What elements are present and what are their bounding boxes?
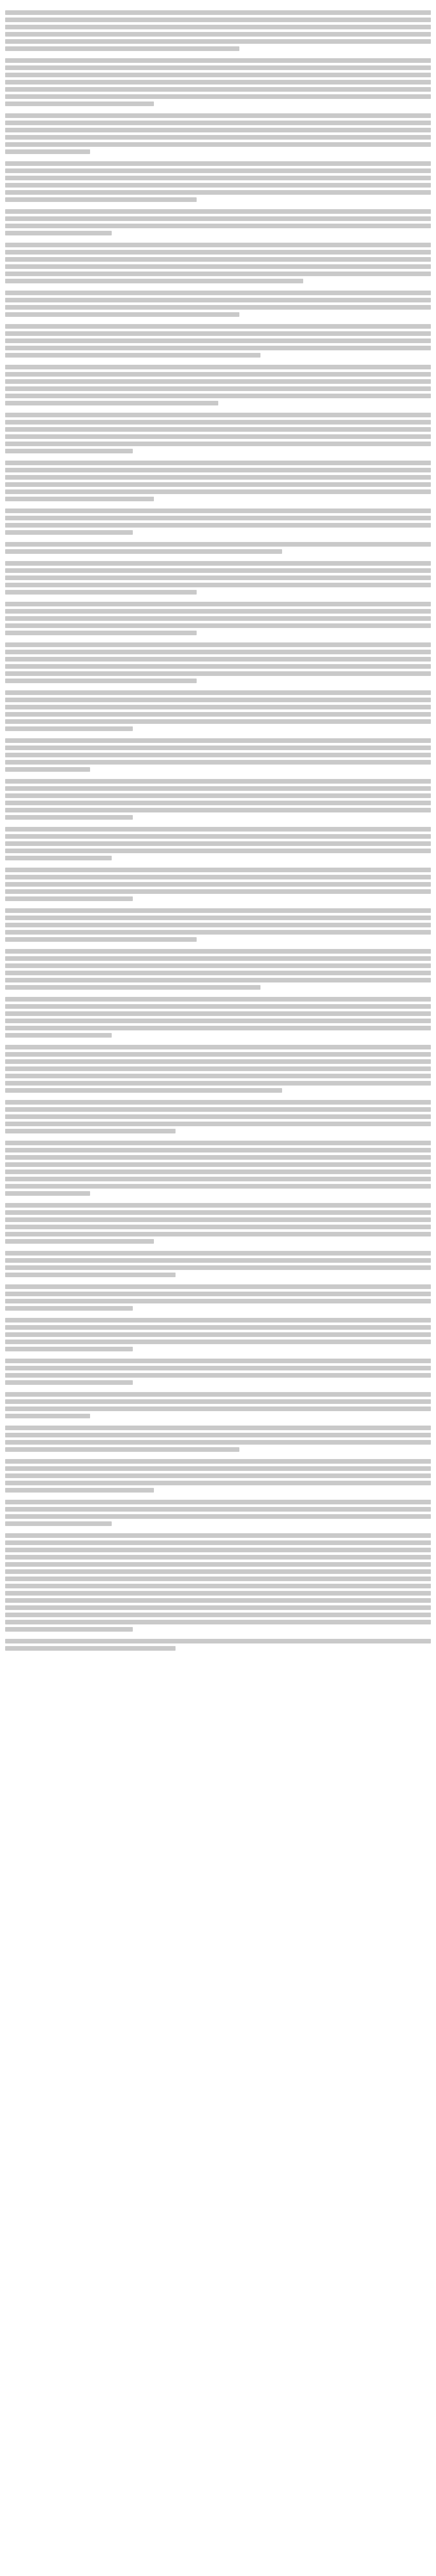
paragraph-line [5, 128, 431, 132]
paragraph-line [5, 1591, 431, 1596]
paragraph-line [5, 923, 431, 927]
paragraph-line [5, 1414, 90, 1418]
paragraph-line [5, 1306, 133, 1311]
paragraph-line [5, 889, 431, 894]
paragraph-line [5, 135, 431, 140]
paragraph-line [5, 298, 431, 302]
paragraph-line [5, 427, 431, 432]
paragraph-line [5, 834, 431, 839]
paragraph-line [5, 1155, 431, 1160]
paragraph-line [5, 442, 431, 446]
paragraph-line [5, 18, 431, 22]
paragraph-line [5, 346, 431, 350]
paragraph-line [5, 1191, 90, 1196]
article-paragraph [5, 161, 431, 202]
paragraph-line [5, 1114, 431, 1119]
paragraph-line [5, 1473, 431, 1478]
paragraph-line [5, 1514, 431, 1519]
paragraph-line [5, 1284, 431, 1289]
paragraph-line [5, 712, 431, 717]
paragraph-line [5, 779, 431, 784]
paragraph-line [5, 353, 260, 358]
paragraph-line [5, 1488, 154, 1493]
paragraph-line [5, 1265, 431, 1270]
paragraph-line [5, 1440, 431, 1445]
paragraph-line [5, 1217, 431, 1222]
article-paragraph [5, 997, 431, 1038]
paragraph-line [5, 1406, 431, 1411]
paragraph-line [5, 1100, 431, 1105]
paragraph-line [5, 726, 133, 731]
paragraph-line [5, 250, 431, 255]
paragraph-line [5, 324, 431, 329]
article-paragraph [5, 413, 431, 453]
paragraph-line [5, 39, 431, 44]
paragraph-line [5, 279, 303, 283]
paragraph-line [5, 80, 431, 84]
paragraph-line [5, 197, 197, 202]
paragraph-line [5, 808, 431, 812]
paragraph-line [5, 449, 133, 453]
paragraph-line [5, 1481, 431, 1485]
paragraph-line [5, 161, 431, 166]
article-paragraph [5, 1426, 431, 1452]
paragraph-line [5, 190, 431, 195]
paragraph-line [5, 745, 431, 750]
paragraph-line [5, 379, 431, 384]
paragraph-line [5, 1059, 431, 1064]
paragraph-line [5, 1004, 431, 1009]
paragraph-line [5, 1555, 431, 1560]
article-paragraph [5, 1392, 431, 1418]
paragraph-line [5, 1562, 431, 1567]
paragraph-line [5, 372, 431, 377]
article-paragraph [5, 908, 431, 942]
paragraph-line [5, 257, 431, 262]
paragraph-line [5, 1507, 431, 1512]
paragraph-line [5, 1447, 239, 1452]
paragraph-line [5, 679, 197, 683]
paragraph-line [5, 856, 112, 860]
paragraph-line [5, 1332, 431, 1337]
paragraph-line [5, 1184, 431, 1189]
paragraph-line [5, 1569, 431, 1574]
paragraph-line [5, 1074, 431, 1078]
article-paragraph [5, 738, 431, 772]
paragraph-line [5, 1521, 112, 1526]
paragraph-line [5, 793, 431, 798]
paragraph-line [5, 1203, 431, 1208]
paragraph-line [5, 386, 431, 391]
paragraph-line [5, 1258, 431, 1263]
paragraph-line [5, 530, 133, 535]
paragraph-line [5, 420, 431, 425]
paragraph-line [5, 1081, 431, 1086]
paragraph-line [5, 1373, 431, 1378]
paragraph-line [5, 1225, 431, 1229]
paragraph-line [5, 590, 197, 595]
paragraph-line [5, 365, 431, 369]
article-paragraph [5, 1141, 431, 1196]
paragraph-line [5, 1066, 431, 1071]
paragraph-line [5, 1540, 431, 1545]
paragraph-line [5, 224, 431, 228]
paragraph-line [5, 1052, 431, 1057]
paragraph-line [5, 1584, 431, 1588]
paragraph-line [5, 475, 431, 480]
article-paragraph [5, 1459, 431, 1493]
paragraph-line [5, 949, 431, 954]
paragraph-line [5, 101, 154, 106]
paragraph-line [5, 705, 431, 709]
paragraph-line [5, 875, 431, 879]
article-paragraph [5, 1533, 431, 1632]
paragraph-line [5, 1500, 431, 1504]
paragraph-line [5, 434, 431, 439]
paragraph-line [5, 568, 431, 573]
paragraph-line [5, 482, 431, 487]
paragraph-line [5, 549, 282, 554]
paragraph-line [5, 956, 431, 961]
paragraph-line [5, 671, 431, 676]
paragraph-line [5, 631, 197, 635]
paragraph-line [5, 209, 431, 214]
paragraph-line [5, 1273, 176, 1277]
article-paragraph [5, 58, 431, 106]
paragraph-line [5, 760, 431, 765]
paragraph-line [5, 1627, 133, 1632]
article-paragraph [5, 324, 431, 358]
paragraph-line [5, 690, 431, 695]
paragraph-line [5, 1347, 133, 1351]
paragraph-line [5, 243, 431, 247]
paragraph-line [5, 767, 90, 772]
paragraph-line [5, 753, 431, 757]
paragraph-line [5, 1639, 431, 1643]
paragraph-line [5, 25, 431, 29]
article-paragraph [5, 1100, 431, 1133]
paragraph-line [5, 65, 431, 70]
paragraph-line [5, 497, 154, 501]
paragraph-line [5, 142, 431, 147]
paragraph-line [5, 312, 239, 317]
paragraph-line [5, 738, 431, 743]
paragraph-line [5, 1045, 431, 1049]
paragraph-line [5, 908, 431, 913]
paragraph-line [5, 623, 431, 628]
paragraph-line [5, 1620, 431, 1624]
article-paragraph [5, 1251, 431, 1277]
article-paragraph [5, 10, 431, 51]
paragraph-line [5, 1646, 176, 1651]
article-paragraph [5, 827, 431, 860]
paragraph-line [5, 264, 431, 269]
paragraph-line [5, 841, 431, 846]
paragraph-line [5, 1613, 431, 1617]
paragraph-line [5, 1251, 431, 1256]
paragraph-line [5, 575, 431, 580]
paragraph-line [5, 1598, 431, 1603]
paragraph-line [5, 413, 431, 417]
paragraph-line [5, 609, 431, 614]
article-paragraph [5, 542, 431, 554]
paragraph-line [5, 468, 431, 472]
paragraph-line [5, 1011, 431, 1016]
article-paragraph [5, 509, 431, 535]
article-paragraph [5, 561, 431, 595]
paragraph-line [5, 698, 431, 702]
paragraph-line [5, 394, 431, 398]
paragraph-line [5, 216, 431, 221]
article-paragraph [5, 1639, 431, 1651]
paragraph-line [5, 978, 431, 982]
paragraph-line [5, 657, 431, 662]
paragraph-line [5, 719, 431, 724]
paragraph-line [5, 1318, 431, 1323]
paragraph-line [5, 401, 218, 405]
paragraph-line [5, 542, 431, 547]
paragraph-line [5, 10, 431, 15]
paragraph-line [5, 937, 197, 942]
article-paragraph [5, 779, 431, 820]
paragraph-line [5, 963, 431, 968]
paragraph-line [5, 58, 431, 63]
paragraph-line [5, 985, 260, 990]
paragraph-line [5, 930, 431, 935]
paragraph-line [5, 1122, 431, 1126]
paragraph-line [5, 272, 431, 276]
paragraph-line [5, 338, 431, 343]
article-paragraph [5, 1045, 431, 1093]
paragraph-line [5, 1359, 431, 1363]
article-paragraph [5, 1203, 431, 1244]
paragraph-line [5, 561, 431, 566]
article-paragraph [5, 690, 431, 731]
paragraph-line [5, 305, 431, 310]
paragraph-line [5, 1162, 431, 1167]
paragraph-line [5, 1170, 431, 1174]
article-paragraph [5, 1500, 431, 1526]
article-body [5, 10, 431, 1651]
paragraph-line [5, 87, 431, 92]
paragraph-line [5, 583, 431, 587]
article-paragraph [5, 868, 431, 901]
paragraph-line [5, 1366, 431, 1370]
paragraph-line [5, 291, 431, 295]
paragraph-line [5, 73, 431, 77]
paragraph-line [5, 1141, 431, 1145]
paragraph-line [5, 1380, 133, 1385]
paragraph-line [5, 331, 431, 336]
article-paragraph [5, 291, 431, 317]
paragraph-line [5, 882, 431, 887]
paragraph-line [5, 183, 431, 188]
paragraph-line [5, 149, 90, 154]
paragraph-line [5, 1605, 431, 1610]
paragraph-line [5, 896, 133, 901]
paragraph-line [5, 1232, 431, 1236]
paragraph-line [5, 1325, 431, 1330]
article-paragraph [5, 365, 431, 405]
paragraph-line [5, 1239, 154, 1244]
paragraph-line [5, 461, 431, 465]
article-paragraph [5, 642, 431, 683]
paragraph-line [5, 1426, 431, 1430]
paragraph-line [5, 176, 431, 180]
paragraph-line [5, 916, 431, 920]
paragraph-line [5, 664, 431, 669]
article-paragraph [5, 113, 431, 154]
article-paragraph [5, 1359, 431, 1385]
paragraph-line [5, 602, 431, 606]
article-paragraph [5, 1284, 431, 1311]
paragraph-line [5, 815, 133, 820]
paragraph-line [5, 1299, 431, 1303]
paragraph-line [5, 1148, 431, 1153]
article-paragraph [5, 209, 431, 235]
paragraph-line [5, 1033, 112, 1038]
article-paragraph [5, 461, 431, 501]
paragraph-line [5, 971, 431, 975]
paragraph-line [5, 1433, 431, 1437]
paragraph-line [5, 1088, 282, 1093]
paragraph-line [5, 168, 431, 173]
paragraph-line [5, 616, 431, 621]
paragraph-line [5, 1392, 431, 1397]
paragraph-line [5, 1459, 431, 1464]
paragraph-line [5, 1292, 431, 1296]
paragraph-line [5, 113, 431, 118]
paragraph-line [5, 516, 431, 520]
paragraph-line [5, 1026, 431, 1030]
paragraph-line [5, 1340, 431, 1344]
paragraph-line [5, 1548, 431, 1552]
paragraph-line [5, 868, 431, 872]
article-paragraph [5, 243, 431, 283]
paragraph-line [5, 650, 431, 654]
paragraph-line [5, 849, 431, 853]
paragraph-line [5, 1399, 431, 1404]
paragraph-line [5, 231, 112, 235]
paragraph-line [5, 642, 431, 647]
paragraph-line [5, 1177, 431, 1181]
article-paragraph [5, 949, 431, 990]
paragraph-line [5, 121, 431, 125]
article-paragraph [5, 602, 431, 635]
paragraph-line [5, 1019, 431, 1023]
paragraph-line [5, 1466, 431, 1471]
article-paragraph [5, 1318, 431, 1351]
paragraph-line [5, 1210, 431, 1215]
paragraph-line [5, 827, 431, 832]
paragraph-line [5, 1107, 431, 1112]
paragraph-line [5, 94, 431, 99]
paragraph-line [5, 509, 431, 513]
paragraph-line [5, 46, 239, 51]
paragraph-line [5, 997, 431, 1002]
paragraph-line [5, 786, 431, 791]
paragraph-line [5, 1577, 431, 1581]
paragraph-line [5, 489, 431, 494]
paragraph-line [5, 1533, 431, 1538]
paragraph-line [5, 1129, 176, 1133]
paragraph-line [5, 801, 431, 805]
paragraph-line [5, 523, 431, 528]
paragraph-line [5, 32, 431, 37]
